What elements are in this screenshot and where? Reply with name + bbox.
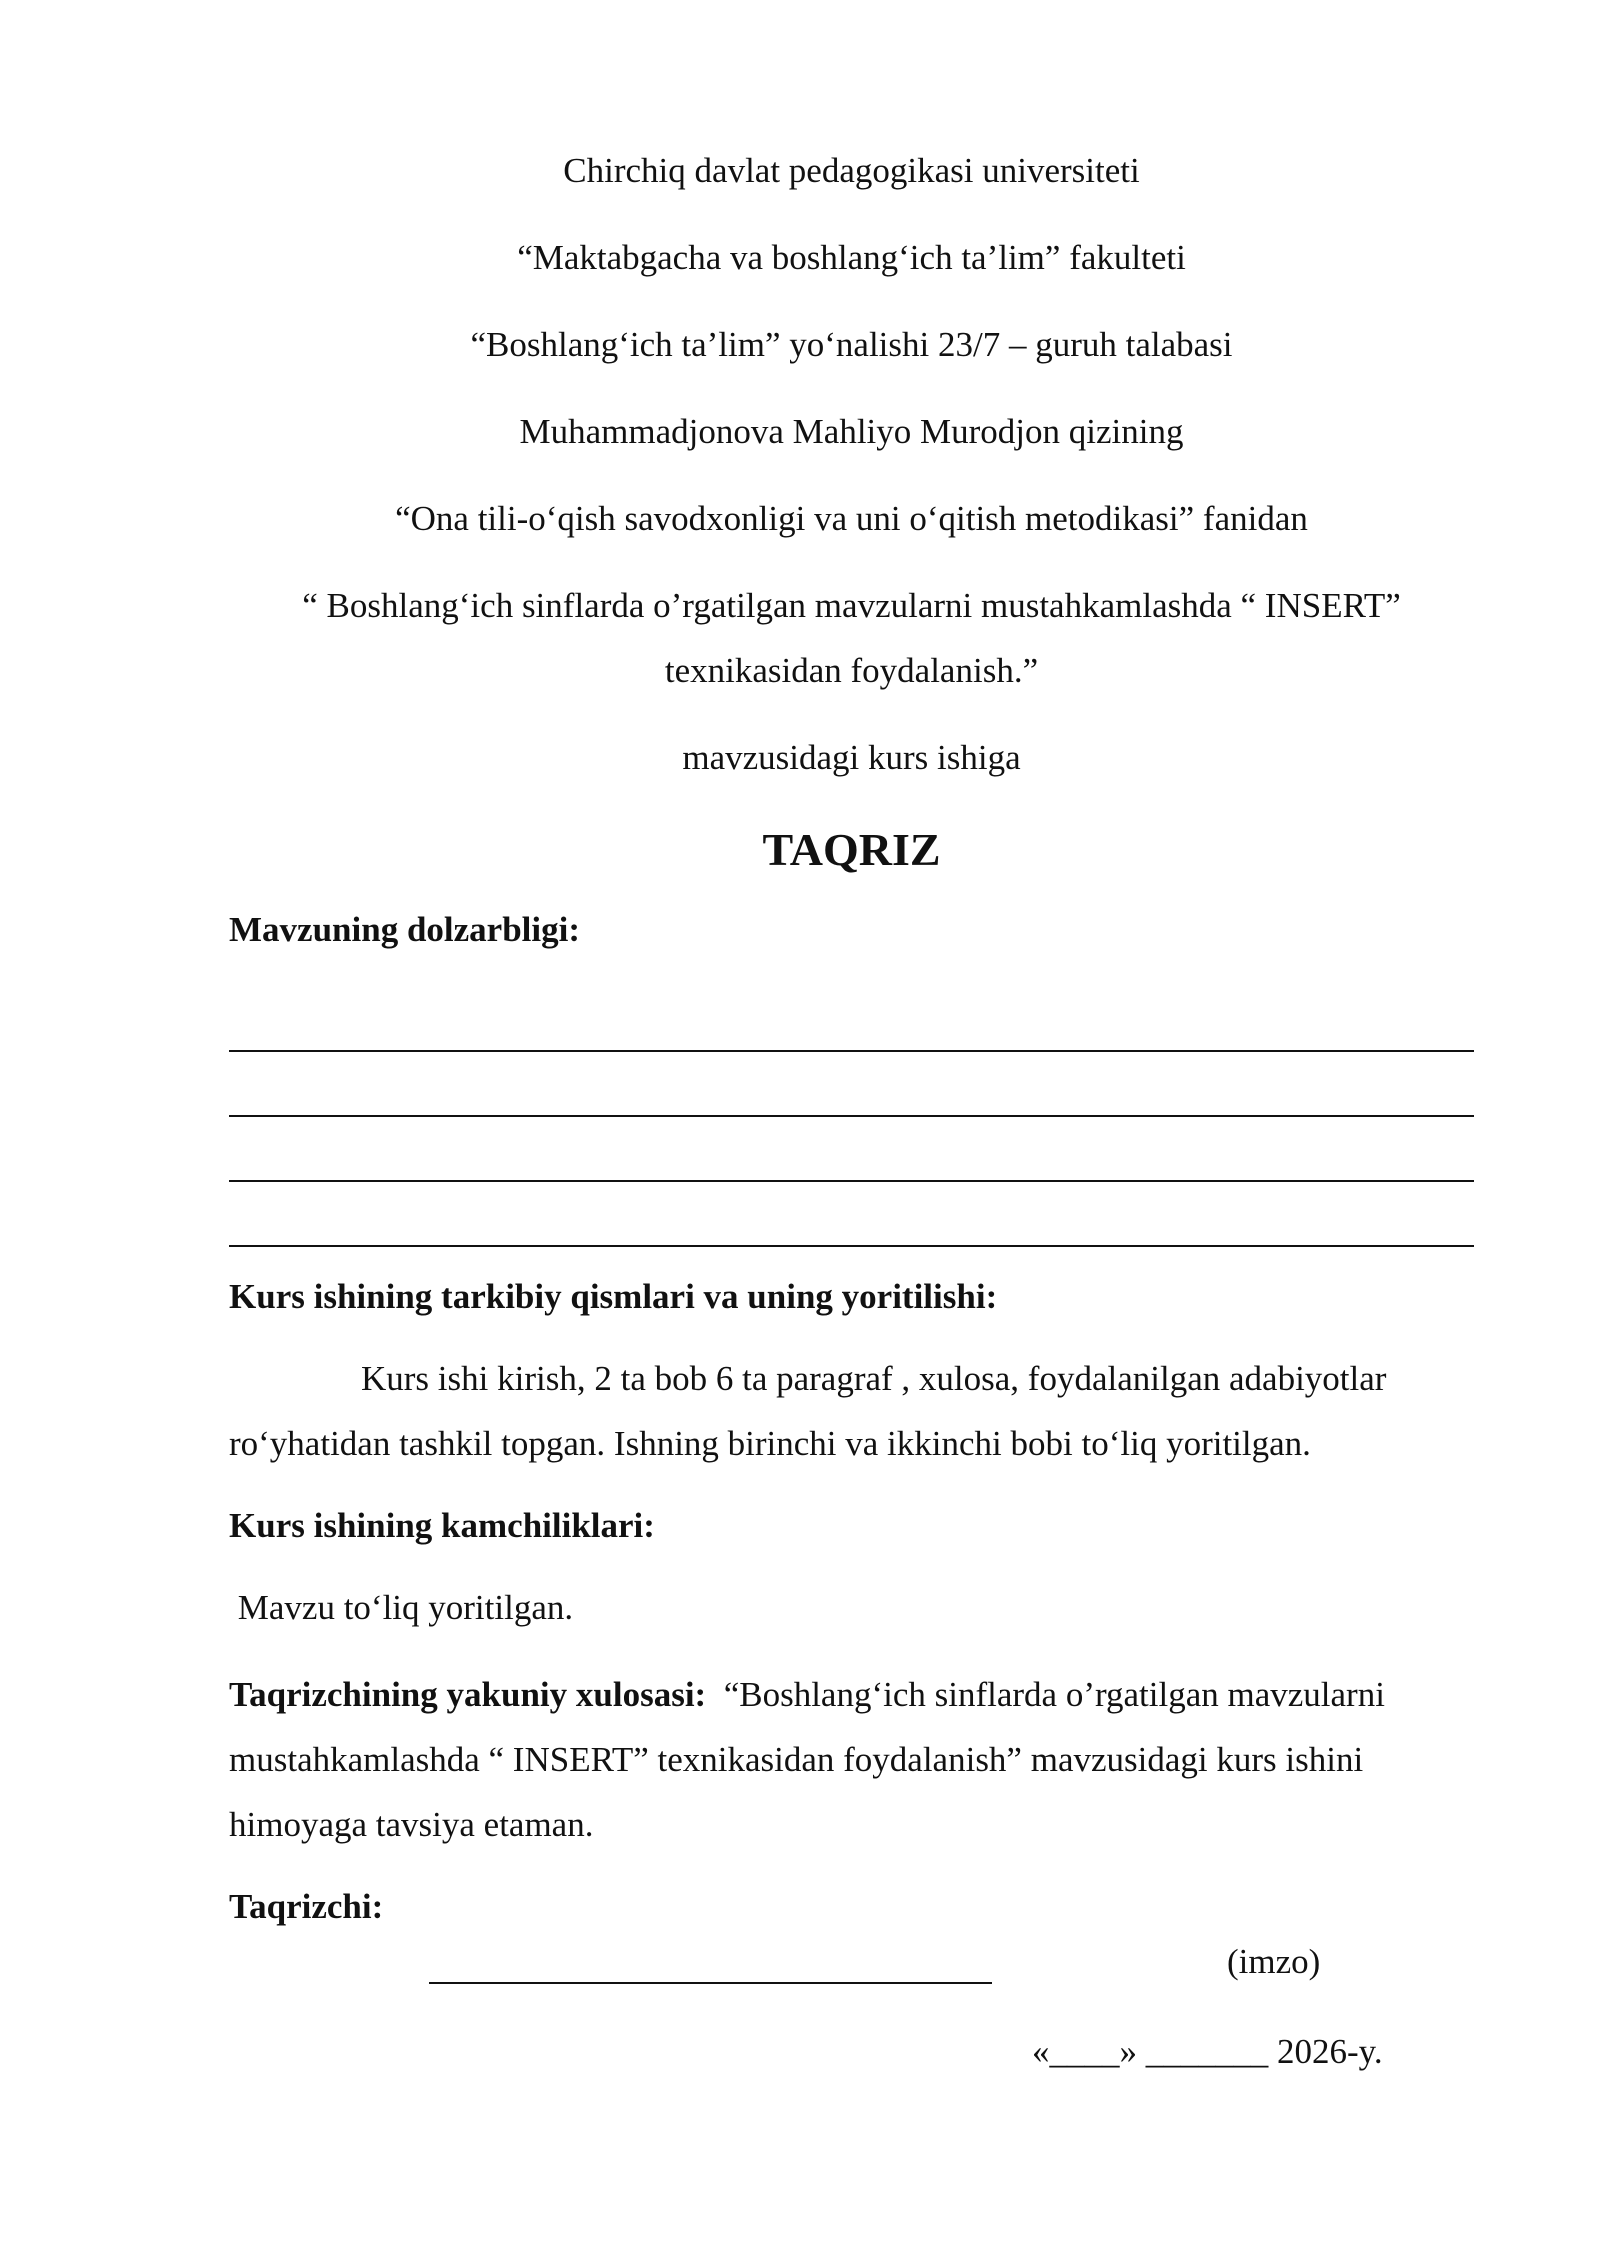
signature-line [429, 1982, 992, 1984]
blank-line [229, 1117, 1474, 1182]
structure-text: Kurs ishi kirish, 2 ta bob 6 ta paragraf , xulosa, foydalanilgan adabiyotlar ro‘yhatidan tashkil topgan. Ishning birinchi va ikkinchi bobi to‘liq yoritilgan. [229, 1359, 1387, 1463]
student-name: Muhammadjonova Mahliyo Murodjon qizining [519, 412, 1184, 451]
topic-line-2: texnikasidan foydalanish.” [664, 651, 1039, 690]
shortcomings-text: Mavzu to‘liq yoritilgan. [229, 1588, 574, 1627]
conclusion-heading: Taqrizchining yakuniy xulosasi: [229, 1675, 707, 1714]
shortcomings-heading: Kurs ishining kamchiliklari: [229, 1506, 655, 1545]
document-content [229, 138, 1474, 2104]
date-row [229, 2024, 1474, 2104]
document-title: TAQRIZ [762, 824, 941, 875]
blank-line [229, 987, 1474, 1052]
topic-line-1: “ Boshlang‘ich sinflarda o’rgatilgan mavzularni mustahkamlashda “ INSERT” [302, 586, 1401, 625]
date-field: «____» _______ 2026-y. [1032, 2032, 1383, 2071]
relevance-blank-lines [229, 987, 1474, 1247]
signature-label: (imzo) [1227, 1942, 1321, 1981]
structure-heading: Kurs ishining tarkibiy qismlari va uning yoritilishi: [229, 1277, 998, 1316]
blank-line [229, 1052, 1474, 1117]
direction-group: “Boshlang‘ich ta’lim” yo‘nalishi 23/7 – guruh talabasi [470, 325, 1233, 364]
reviewer-heading: Taqrizchi: [229, 1887, 384, 1926]
conclusion-paragraph [229, 1662, 1474, 1857]
university-name: Chirchiq davlat pedagogikasi universiteti [563, 151, 1140, 190]
relevance-heading: Mavzuning dolzarbligi: [229, 910, 580, 949]
blank-line [229, 1182, 1474, 1247]
subject-name: “Ona tili-o‘qish savodxonligi va uni o‘qitish metodikasi” fanidan [395, 499, 1308, 538]
course-work-label: mavzusidagi kurs ishiga [682, 738, 1021, 777]
signature-row [229, 1934, 1474, 2012]
faculty-name: “Maktabgacha va boshlang‘ich ta’lim” fakulteti [517, 238, 1186, 277]
conclusion-text: “Boshlang‘ich sinflarda o’rgatilgan mavzularni mustahkamlashda “ INSERT” texnikasidan foydalanish” mavzusidagi kurs ishini himoyaga tavsiya etaman. [229, 1675, 1394, 1844]
topic-block [229, 573, 1474, 703]
